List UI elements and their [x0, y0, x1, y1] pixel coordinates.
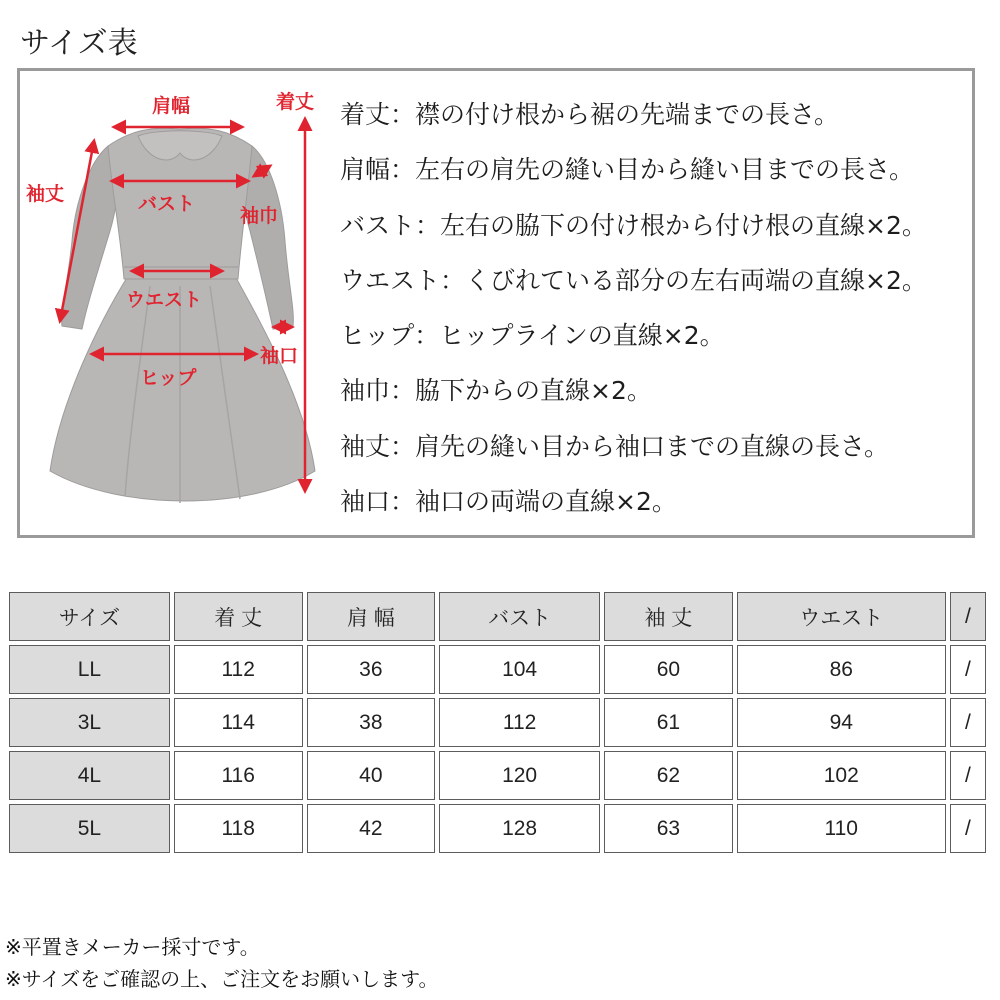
- table-cell: 62: [604, 751, 733, 800]
- table-cell: 116: [174, 751, 303, 800]
- label-sleeve-width: 袖巾: [240, 205, 279, 227]
- dress-illustration: [20, 71, 340, 536]
- table-cell: 42: [307, 804, 436, 853]
- label-waist: ウエスト: [126, 289, 203, 311]
- table-row: [9, 804, 986, 853]
- header-waist: ウエスト: [737, 592, 946, 641]
- table-cell: 118: [174, 804, 303, 853]
- label-sleeve-length: 袖丈: [26, 183, 65, 205]
- size-cell: LL: [9, 645, 170, 694]
- table-cell: 128: [439, 804, 600, 853]
- desc-waist: ウエスト：くびれている部分の左右両端の直線×2。: [340, 265, 927, 295]
- table-cell: 63: [604, 804, 733, 853]
- table-cell: 120: [439, 751, 600, 800]
- label-cuff: 袖口: [260, 345, 299, 367]
- table-cell: /: [950, 698, 986, 747]
- label-length: 着丈: [276, 91, 315, 113]
- label-bust: バスト: [138, 193, 196, 215]
- header-shoulder: 肩 幅: [307, 592, 436, 641]
- measurement-descriptions: [340, 87, 975, 529]
- table-row: [9, 698, 986, 747]
- table-cell: /: [950, 804, 986, 853]
- table-cell: 94: [737, 698, 946, 747]
- table-cell: 36: [307, 645, 436, 694]
- table-cell: 110: [737, 804, 946, 853]
- table-cell: 60: [604, 645, 733, 694]
- measurement-guide: [17, 68, 975, 538]
- table-row: [9, 645, 986, 694]
- desc-cuff: 袖口：袖口の両端の直線×2。: [340, 487, 677, 517]
- notes: [5, 931, 439, 995]
- header-length: 着 丈: [174, 592, 303, 641]
- header-size: サイズ: [9, 592, 170, 641]
- table-cell: 104: [439, 645, 600, 694]
- table-cell: 112: [174, 645, 303, 694]
- table-cell: /: [950, 751, 986, 800]
- size-cell: 3L: [9, 698, 170, 747]
- size-table: [5, 588, 990, 857]
- label-shoulder: 肩幅: [152, 95, 191, 117]
- table-cell: 114: [174, 698, 303, 747]
- desc-shoulder: 肩幅：左右の肩先の縫い目から縫い目までの長さ。: [340, 155, 915, 185]
- table-cell: 102: [737, 751, 946, 800]
- note-measurement: ※平置きメーカー採寸です。: [5, 935, 260, 959]
- table-cell: /: [950, 645, 986, 694]
- desc-hip: ヒップ：ヒップラインの直線×2。: [340, 321, 725, 351]
- size-cell: 5L: [9, 804, 170, 853]
- table-cell: 38: [307, 698, 436, 747]
- header-extra: /: [950, 592, 986, 641]
- label-hip: ヒップ: [140, 367, 197, 389]
- table-cell: 40: [307, 751, 436, 800]
- table-cell: 61: [604, 698, 733, 747]
- desc-sleeve-width: 袖巾：脇下からの直線×2。: [340, 376, 652, 406]
- size-cell: 4L: [9, 751, 170, 800]
- table-cell: 112: [439, 698, 600, 747]
- note-confirm-size: ※サイズをご確認の上、ご注文をお願いします。: [5, 967, 439, 991]
- table-cell: 86: [737, 645, 946, 694]
- page-title: サイズ表: [20, 26, 138, 61]
- desc-bust: バスト：左右の脇下の付け根から付け根の直線×2。: [340, 210, 927, 240]
- header-sleeve-length: 袖 丈: [604, 592, 733, 641]
- desc-length: 着丈：襟の付け根から裾の先端までの長さ。: [340, 100, 840, 129]
- table-row: [9, 751, 986, 800]
- desc-sleeve-length: 袖丈：肩先の縫い目から袖口までの直線の長さ。: [340, 431, 890, 461]
- table-header-row: [9, 592, 986, 641]
- header-bust: バスト: [439, 592, 600, 641]
